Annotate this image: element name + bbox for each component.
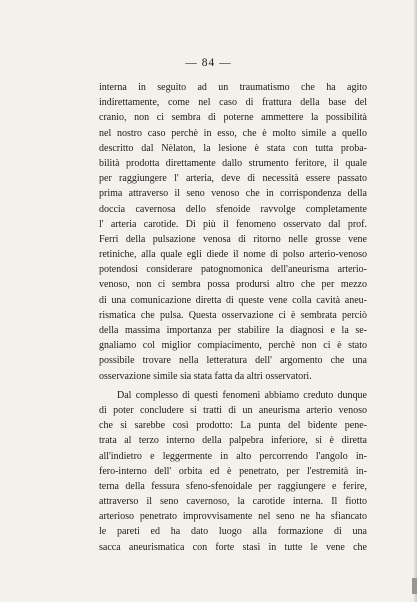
text-line: Ferri della pulsazione venosa di ritorno nelle grosse vene bbox=[99, 233, 367, 245]
text-line: descritto dal Nèlaton, la lesione è stata con tutta proba- bbox=[99, 142, 367, 154]
page-number: — 84 — bbox=[185, 57, 232, 69]
text-line: prima attraverso il seno venoso che in corrispondenza della bbox=[99, 188, 367, 200]
text-line: cranio, non ci sembra di poterne ammettere la possibilità bbox=[99, 112, 367, 124]
text-line: gnaliamo col miglior compiacimento, perchè non ci è stato bbox=[99, 340, 367, 352]
text-line: retiniche, alla quale egli diede il nome di polso arterio-venoso bbox=[99, 249, 367, 261]
text-line: sacca aneurismatica con forte stasi in tutte le vene che bbox=[99, 541, 367, 553]
text-line: potendosi considerare patognomonica dell'aneurisma arterio- bbox=[99, 264, 367, 276]
text-line: nel nostro caso perchè in esso, che è molto simile a quello bbox=[99, 127, 367, 139]
text-line: osservazione simile sia stata fatta da altri osservatori. bbox=[99, 370, 312, 382]
text-line: della massima importanza per stabilire la diagnosi e la se- bbox=[99, 325, 367, 336]
text-line: di una comunicazione diretta di queste vene colla cavità aneu- bbox=[99, 294, 367, 306]
text-line: all'indietro e leggermente in alto percorrendo l'angolo in- bbox=[99, 450, 367, 462]
text-line: bilità prodotta direttamente dallo strumento feritore, il quale bbox=[99, 157, 367, 169]
text-line: indirettamente, come nel caso di frattura della base del bbox=[99, 97, 367, 109]
text-line: venoso, non ci sembra possa prodursi altro che per mezzo bbox=[99, 279, 367, 291]
text-line: doccia cavernosa dello sfenoide ravvolge completamente bbox=[99, 203, 367, 215]
text-line: per raggiungere l' arteria, deve di necessità essere passato bbox=[99, 173, 367, 185]
text-line: possibile trovare nella letteratura dell' argomento che una bbox=[99, 355, 367, 367]
text-line: attraverso il seno cavernoso, la carotide interna. Il fiotto bbox=[99, 496, 367, 508]
text-line: che si sarebbe così prodotto: La punta del bidente pene- bbox=[99, 420, 367, 432]
scan-edge-mark bbox=[412, 578, 417, 594]
text-line: fero-interno dell' orbita ed è penetrato, per l'estremità in- bbox=[99, 465, 367, 477]
text-line: le pareti ed ha dato luogo alla formazione di una bbox=[99, 526, 367, 538]
text-line: di poter concludere si tratti di un aneurisma arterio venoso bbox=[99, 404, 367, 416]
text-line: l' arteria carotide. Di più il fenomeno osservato dal prof. bbox=[99, 218, 367, 230]
text-line: interna in seguito ad un traumatismo che ha agito bbox=[99, 82, 367, 93]
body-text bbox=[99, 80, 367, 555]
text-line: rismatica che pulsa. Questa osservazione ci è sembrata perciò bbox=[99, 309, 367, 321]
text-line: trata al terzo interno della palpebra inferiore, si è diretta bbox=[99, 435, 367, 447]
text-line: terna della fessura sfeno-sfenoidale per raggiungere e ferire, bbox=[99, 480, 367, 492]
text-line: arterioso penetrato improvvisamente nel seno ne ha sfiancato bbox=[99, 511, 367, 523]
text-line: Dal complesso di questi fenomeni abbiamo creduto dunque bbox=[117, 389, 367, 401]
